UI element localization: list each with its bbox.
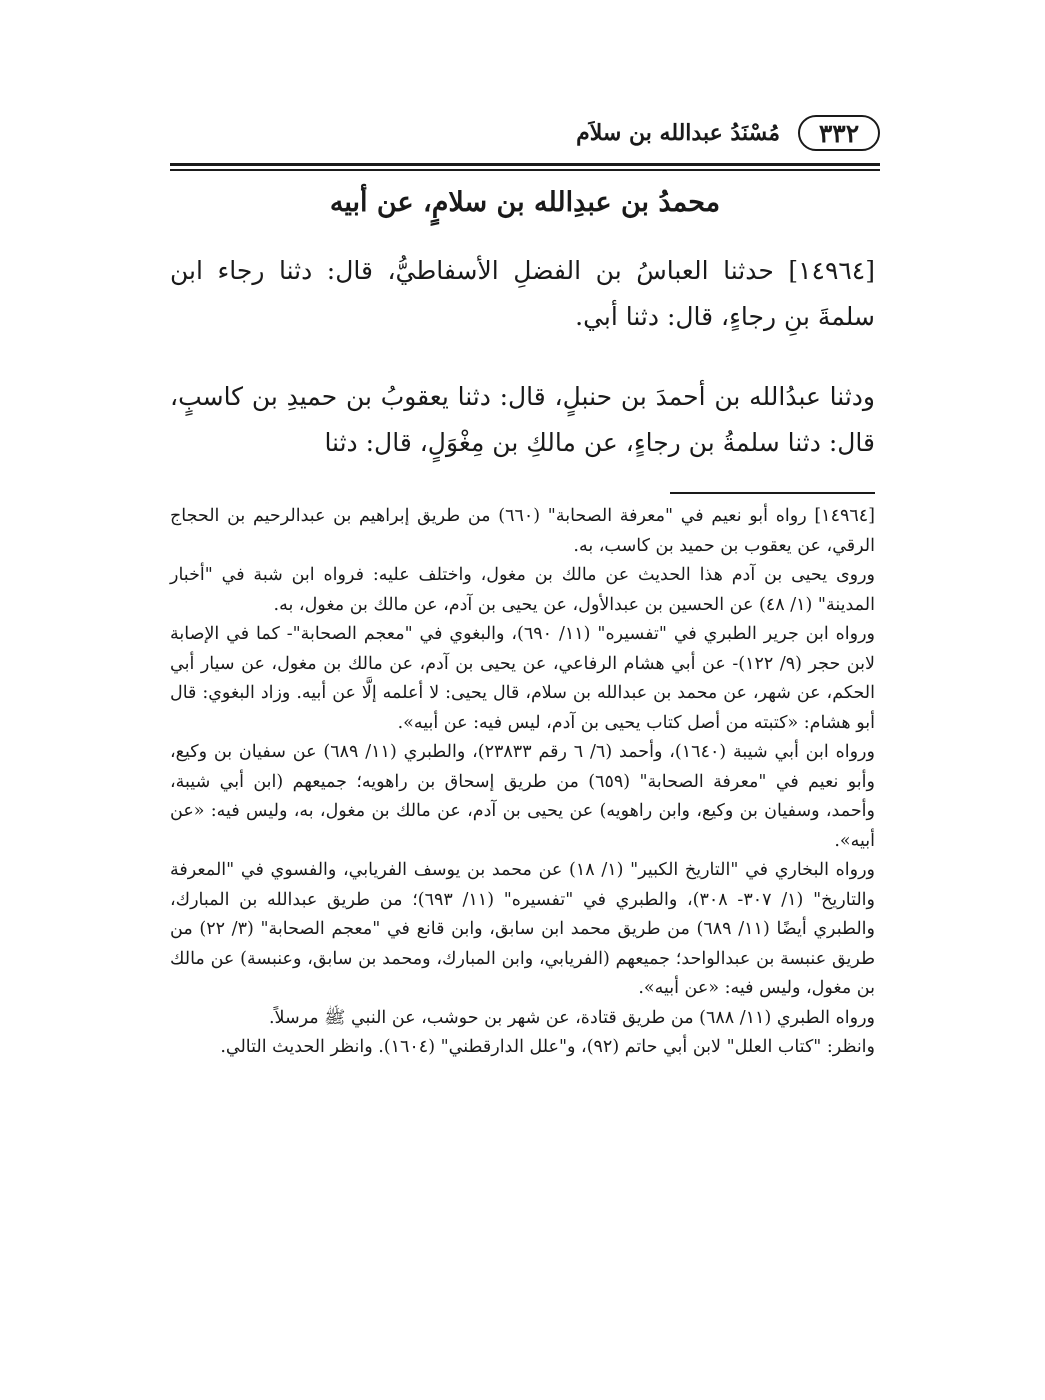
footnotes — [170, 502, 875, 1063]
footnote-entry: ورواه ابن أبي شيبة (١٦٤٠)، وأحمد (٦/ ٦ رقم ٢٣٨٣٣)، والطبري (١١/ ٦٨٩) عن سفيان بن وكيع، وأبو نعيم في "معرفة الصحابة" (٦٥٩) من طريق إسحاق بن راهويه؛ جميعهم (ابن أبي شيبة، وأحمد، وسفيان بن وكيع، وابن راهويه) عن يحيى بن آدم، عن مالك بن مغول، به، وليس فيه: «عن أبيه». — [170, 742, 875, 851]
footnote-entry: ورواه الطبري (١١/ ٦٨٨) من طريق قتادة، عن شهر بن حوشب، عن النبي ﷺ مرسلاً. — [268, 1007, 875, 1028]
header-rule-thick — [170, 163, 880, 166]
footnote-entry: وانظر: "كتاب العلل" لابن أبي حاتم (٩٢)، و"علل الدارقطني" (١٦٠٤). وانظر الحديث التالي. — [220, 1037, 875, 1057]
main-paragraph: [١٤٩٦٤] حدثنا العباسُ بن الفضلِ الأسفاطيُّ، قال: دثنا رجاء ابن سلمةَ بنِ رجاءٍ، قال: دثنا أبي. — [170, 256, 875, 331]
main-paragraph: ودثنا عبدُالله بن أحمدَ بن حنبلٍ، قال: دثنا يعقوبُ بن حميدِ بن كاسبٍ، قال: دثنا سلمةُ بن رجاءٍ، عن مالكِ بن مِغْوَلٍ، قال: دثنا — [170, 382, 875, 457]
chapter-title: محمدُ بن عبدِالله بن سلامٍ، عن أبيه — [329, 187, 721, 218]
page-header — [170, 110, 880, 156]
footnote-entry: [١٤٩٦٤] رواه أبو نعيم في "معرفة الصحابة" (٦٦٠) من طريق إبراهيم بن عبدالرحيم بن الحجاج الرقي، عن يعقوب بن حميد بن كاسب، به. — [170, 506, 875, 556]
running-title: مُسْنَدُ عبدالله بن سلاَم — [576, 120, 780, 146]
header-rule-thin — [170, 169, 880, 171]
page-number-badge: ٣٣٢ — [798, 115, 880, 151]
footnote-entry: وروى يحيى بن آدم هذا الحديث عن مالك بن مغول، واختلف عليه: فرواه ابن شبة في "أخبار المدينة" (١/ ٤٨) عن الحسين بن عبدالأول، عن يحيى بن آدم، عن مالك بن مغول، به. — [170, 565, 875, 615]
main-text — [170, 248, 875, 466]
footnote-entry: ورواه البخاري في "التاريخ الكبير" (١/ ١٨) عن محمد بن يوسف الفريابي، والفسوي في "المعرفة والتاريخ" (١/ ٣٠٧- ٣٠٨)، والطبري في "تفسيره" (١١/ ٦٩٣)؛ من طريق عبدالله بن المبارك، والطبري أيضًا (١١/ ٦٨٩) من طريق محمد ابن سابق، وابن قانع في "معجم الصحابة" (٣/ ٢٢) من طريق عنبسة بن عبدالواحد؛ جميعهم (الفريابي، وابن المبارك، ومحمد بن سابق، وعنبسة) عن مالك بن مغول، وليس فيه: «عن أبيه». — [170, 860, 876, 998]
footnote-separator — [670, 492, 875, 494]
footnote-entry: ورواه ابن جرير الطبري في "تفسيره" (١١/ ٦٩٠)، والبغوي في "معجم الصحابة"- كما في الإصابة لابن حجر (٩/ ١٢٢)- عن أبي هشام الرفاعي، عن يحيى بن آدم، عن مالك بن مغول، عن سيار أبي الحكم، عن شهر، عن محمد بن عبدالله بن سلام، قال يحيى: لا أعلمه إلَّا عن أبيه. وزاد البغوي: قال أبو هشام: «كتبته من أصل كتاب يحيى بن آدم، ليس فيه: عن أبيه». — [170, 624, 875, 733]
